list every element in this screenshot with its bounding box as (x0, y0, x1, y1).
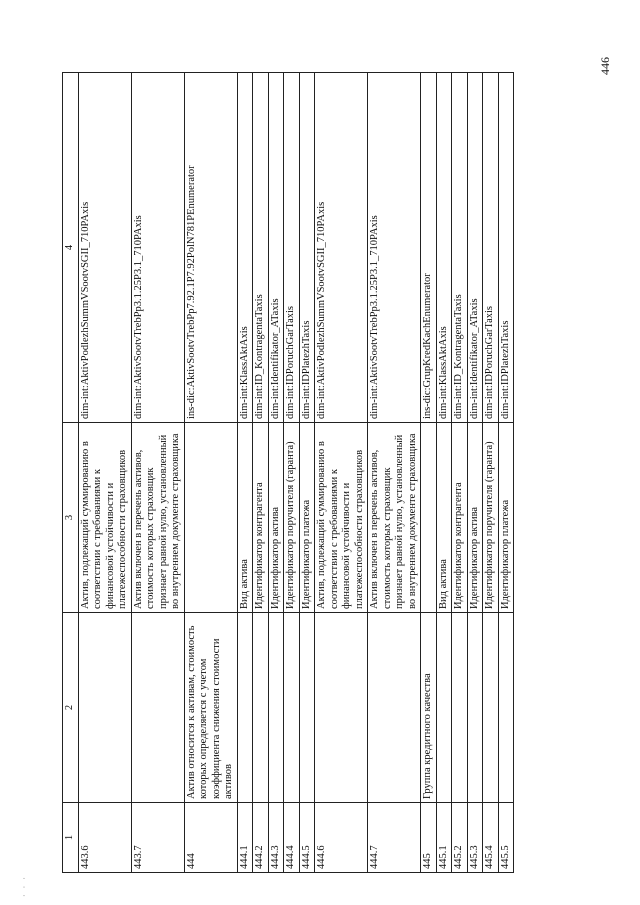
data-table (62, 72, 514, 873)
cell-label: Идентификатор контрагента (253, 423, 269, 613)
cell-code: dim-int:IDPoruchGarTaxis (483, 73, 499, 423)
cell-code: ins-dic:GrupKredKachEnumerator (421, 73, 437, 423)
cell-label (184, 423, 237, 613)
cell-id: 444.2 (253, 803, 269, 873)
cell-label: Идентификатор контрагента (452, 423, 468, 613)
cell-group: Актив относится к активам, стоимость которых определяется с учетом коэффициента снижения стоимости активов (184, 613, 237, 803)
cell-code: dim-int:Identifikator_ATaxis (467, 73, 483, 423)
cell-code: ins-dic:AktivSootvTrebPp7.92.1P7.92PolN781PEnumerator (184, 73, 237, 423)
cell-code: dim-int:ID_KontragentaTaxis (452, 73, 468, 423)
cell-group (467, 613, 483, 803)
column-header: 4 (63, 73, 79, 423)
cell-code: dim-int:IDPlatezhTaxis (299, 73, 315, 423)
cell-code: dim-int:AktivPodlezhSummVSootvSGII_710PAxis (78, 73, 131, 423)
cell-label: Идентификатор платежа (498, 423, 514, 613)
cell-group (315, 613, 368, 803)
column-header: 2 (63, 613, 79, 803)
table-row (237, 73, 253, 873)
page-number: 446 (598, 57, 612, 75)
cell-label: Вид актива (436, 423, 452, 613)
cell-code: dim-int:AktivSootvTrebPp3.1.25P3.1_710PAxis (368, 73, 421, 423)
cell-id: 444 (184, 803, 237, 873)
table-row (421, 73, 437, 873)
cell-id: 445 (421, 803, 437, 873)
cell-label: Идентификатор поручителя (гаранта) (483, 423, 499, 613)
table-row (268, 73, 284, 873)
table-row (436, 73, 452, 873)
cell-label: Актив включен в перечень активов, стоимость которых страховщик признает равной нулю, установленный во внутреннем документе страховщика (368, 423, 421, 613)
cell-group (237, 613, 253, 803)
table-row (184, 73, 237, 873)
cell-label: Актив, подлежащий суммированию в соответствии с требованиями к финансовой устойчивости и платежеспособности страховщиков (315, 423, 368, 613)
cell-id: 445.4 (483, 803, 499, 873)
cell-id: 444.4 (284, 803, 300, 873)
cell-label (421, 423, 437, 613)
cell-group (131, 613, 184, 803)
table-row (467, 73, 483, 873)
cell-code: dim-int:Identifikator_ATaxis (268, 73, 284, 423)
table-row (253, 73, 269, 873)
cell-code: dim-int:KlassAktAxis (436, 73, 452, 423)
cell-code: dim-int:ID_KontragentaTaxis (253, 73, 269, 423)
cell-id: 443.7 (131, 803, 184, 873)
table-row (452, 73, 468, 873)
cell-group (268, 613, 284, 803)
cell-label: Идентификатор актива (467, 423, 483, 613)
cell-code: dim-int:IDPlatezhTaxis (498, 73, 514, 423)
cell-group (253, 613, 269, 803)
cell-label: Вид актива (237, 423, 253, 613)
cell-group (483, 613, 499, 803)
cell-label: Идентификатор платежа (299, 423, 315, 613)
cell-label: Идентификатор актива (268, 423, 284, 613)
table-row (131, 73, 184, 873)
cell-group (498, 613, 514, 803)
cell-label: Актив, подлежащий суммированию в соответствии с требованиями к финансовой устойчивости и платежеспособности страховщиков (78, 423, 131, 613)
cell-code: dim-int:AktivPodlezhSummVSootvSGII_710PAxis (315, 73, 368, 423)
cell-group: Группа кредитного качества (421, 613, 437, 803)
table-row (498, 73, 514, 873)
cell-group (299, 613, 315, 803)
cell-label: Идентификатор поручителя (гаранта) (284, 423, 300, 613)
cell-id: 444.5 (299, 803, 315, 873)
cell-group (284, 613, 300, 803)
cell-id: 445.2 (452, 803, 468, 873)
table-row (78, 73, 131, 873)
cell-id: 444.7 (368, 803, 421, 873)
cell-code: dim-int:IDPoruchGarTaxis (284, 73, 300, 423)
cell-code: dim-int:AktivSootvTrebPp3.1.25P3.1_710PAxis (131, 73, 184, 423)
cell-id: 445.5 (498, 803, 514, 873)
table-row (299, 73, 315, 873)
cell-id: 445.3 (467, 803, 483, 873)
cell-id: 444.1 (237, 803, 253, 873)
table-row (368, 73, 421, 873)
cell-id: 445.1 (436, 803, 452, 873)
cell-label: Актив включен в перечень активов, стоимость которых страховщик признает равной нулю, установленный во внутреннем документе страховщика (131, 423, 184, 613)
table-row (483, 73, 499, 873)
column-header: 3 (63, 423, 79, 613)
table-row (315, 73, 368, 873)
cell-id: 443.6 (78, 803, 131, 873)
column-header: 1 (63, 803, 79, 873)
scan-marks: · · · (20, 875, 29, 897)
cell-id: 444.6 (315, 803, 368, 873)
table-row (284, 73, 300, 873)
cell-id: 444.3 (268, 803, 284, 873)
header-row (63, 73, 79, 873)
cell-group (452, 613, 468, 803)
cell-group (436, 613, 452, 803)
cell-group (368, 613, 421, 803)
cell-code: dim-int:KlassAktAxis (237, 73, 253, 423)
cell-group (78, 613, 131, 803)
